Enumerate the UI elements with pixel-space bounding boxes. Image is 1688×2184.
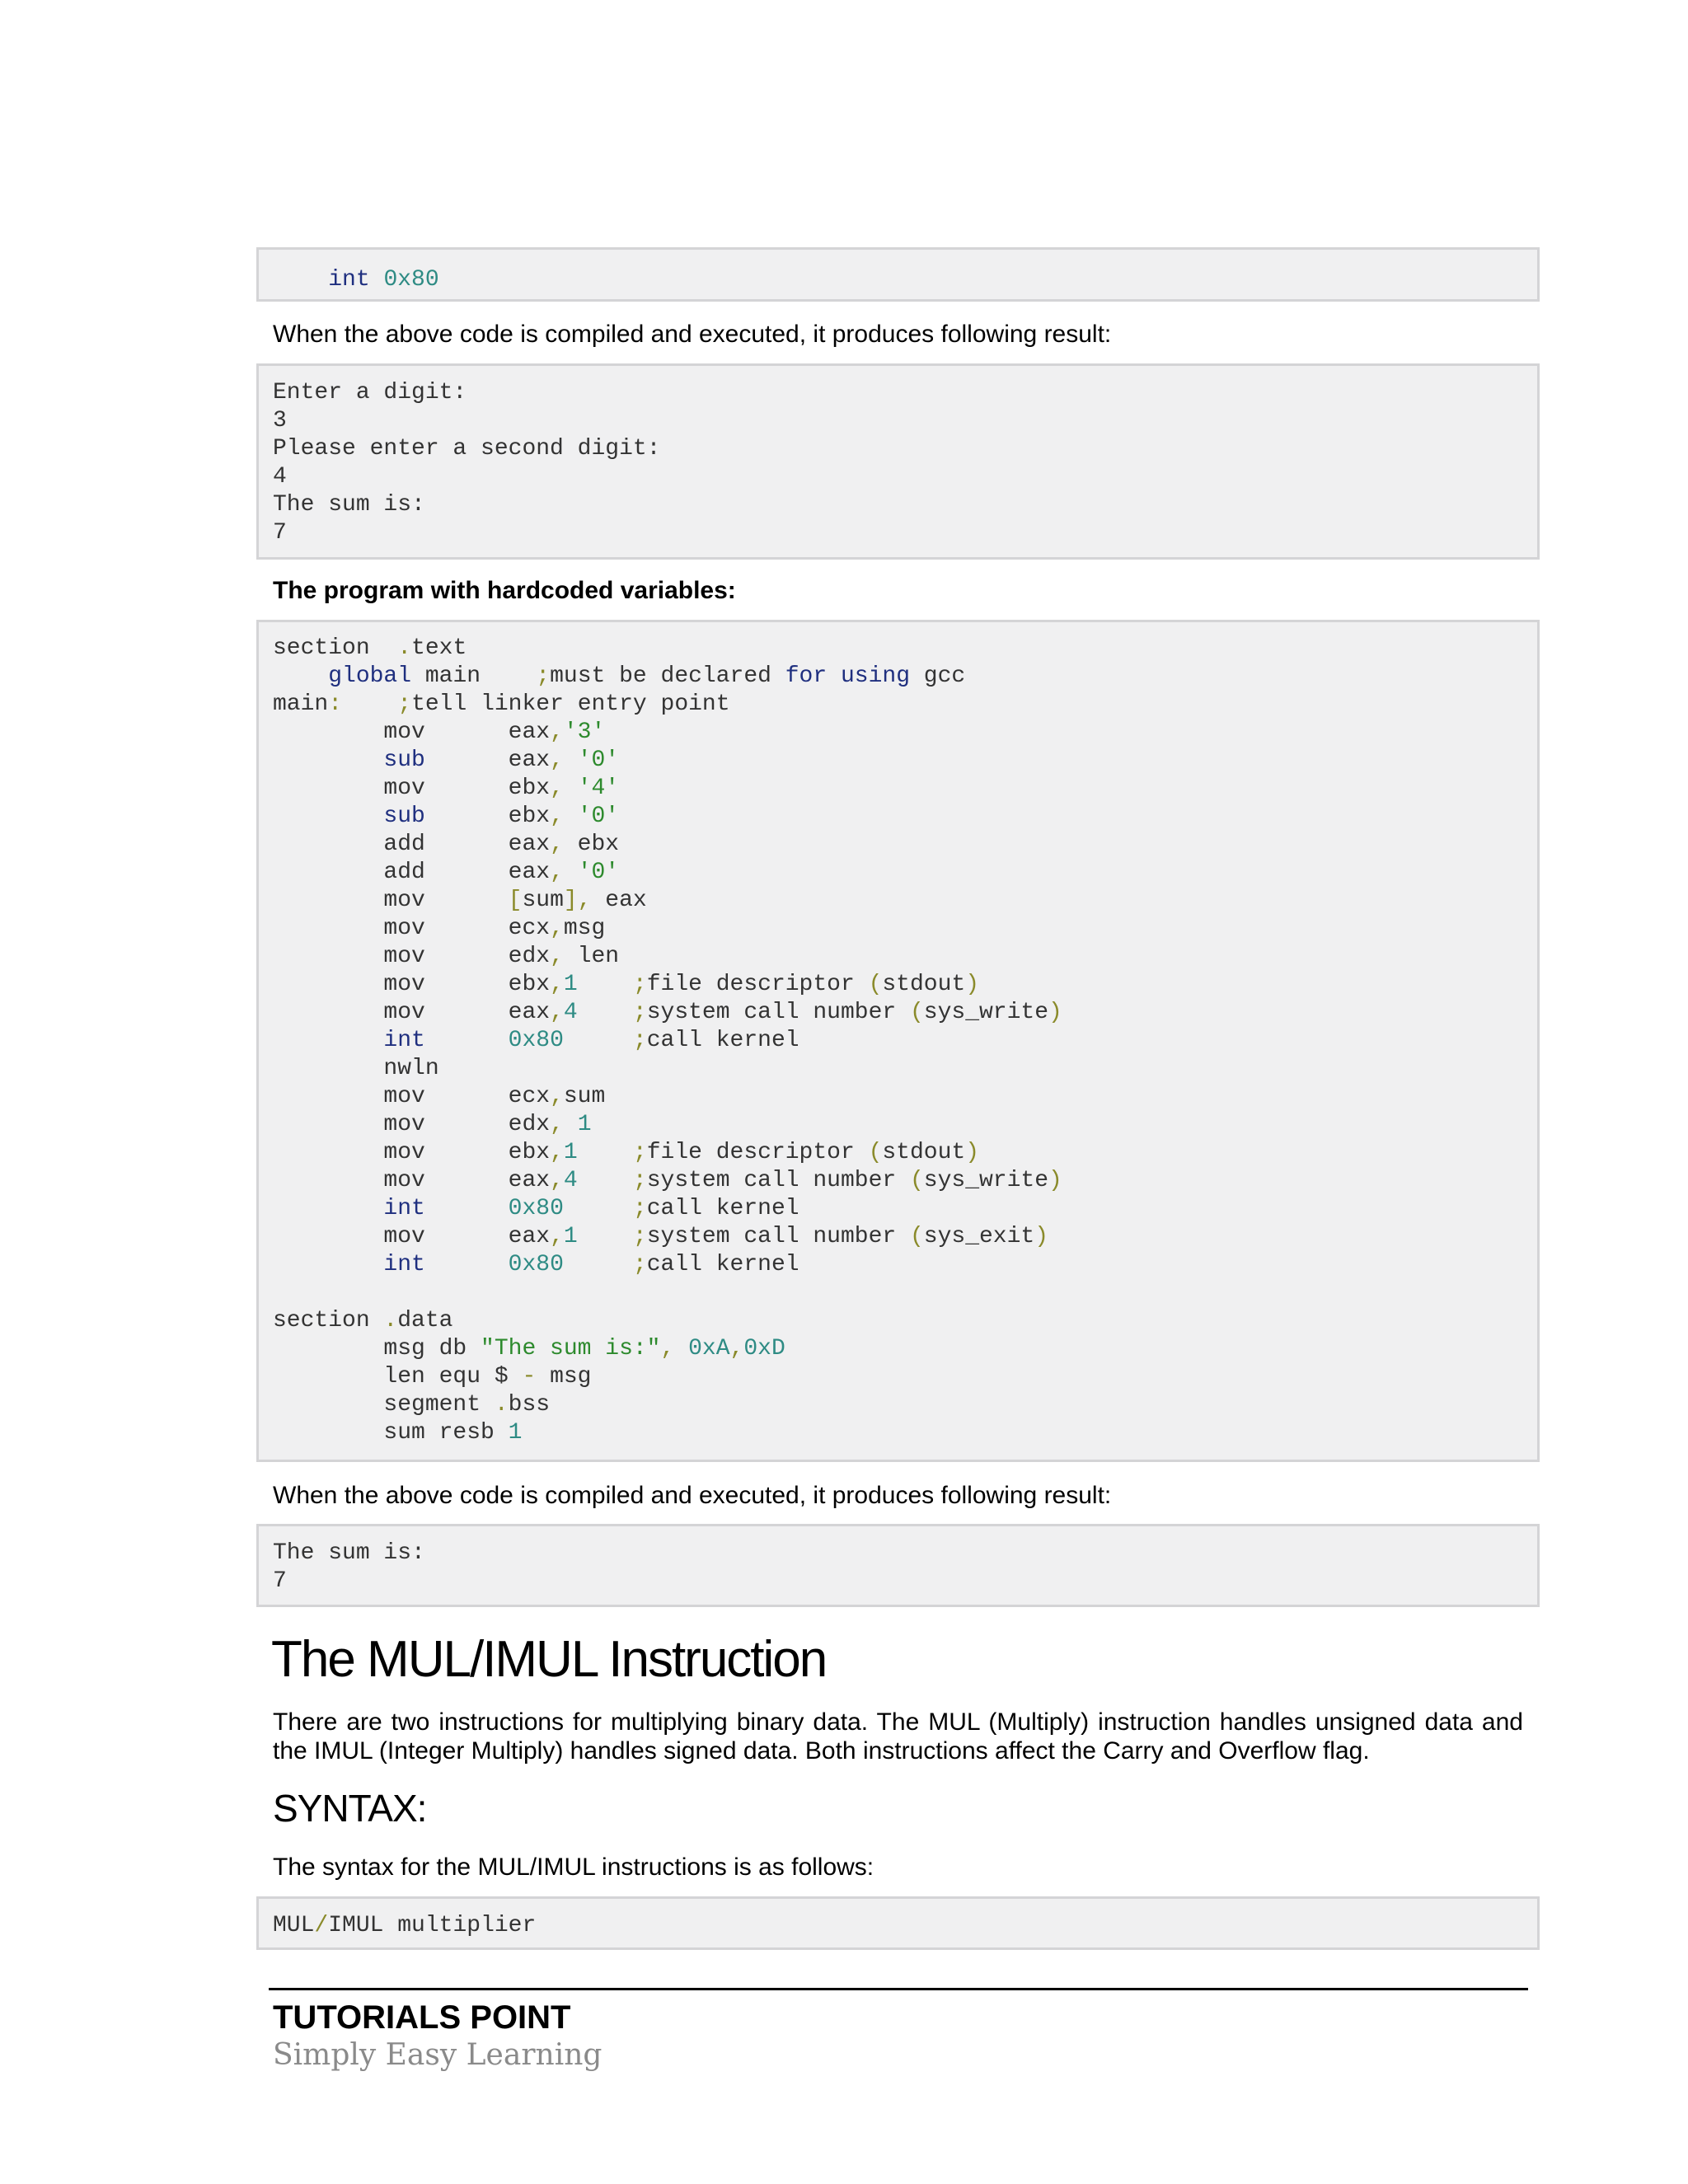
code-token: ) (1034, 1224, 1049, 1249)
code-token: call kernel (646, 1196, 799, 1221)
code-token (273, 663, 328, 689)
code-token: mov eax (273, 1000, 551, 1025)
code-token: nwln (273, 1056, 439, 1081)
code-token (578, 1224, 633, 1249)
code-line (273, 887, 647, 915)
code-token: ) (1048, 1000, 1062, 1025)
code-token (578, 1168, 633, 1193)
code-token: mov ebx (273, 972, 551, 997)
code-token: mov ecx (273, 916, 551, 941)
code-token: msg db (273, 1336, 481, 1361)
code-token: ; (632, 1196, 647, 1221)
code-token: . (494, 1392, 509, 1418)
code-token: section (273, 1308, 384, 1333)
code-line (273, 775, 619, 803)
output-block-1 (256, 363, 1540, 560)
code-token: ebx (424, 804, 551, 829)
code-token (273, 748, 383, 773)
code-token (564, 804, 578, 829)
code-token (564, 748, 578, 773)
code-line (273, 1335, 785, 1363)
footer-divider (269, 1988, 1528, 1990)
code-token: 4 (563, 1168, 578, 1193)
code-line (273, 663, 965, 691)
code-token: 1 (563, 1224, 578, 1249)
code-token: stdout (882, 1140, 966, 1165)
code-token: add eax (273, 832, 551, 857)
code-line (273, 1251, 799, 1279)
code-token: int (383, 1196, 425, 1221)
code-token: msg (536, 1364, 592, 1390)
code-token: sub (383, 804, 425, 829)
code-token: section (273, 635, 398, 661)
code-token: ( (868, 1140, 883, 1165)
code-token: 0x80 (508, 1028, 564, 1053)
code-token: , (550, 1224, 564, 1249)
code-token: , (550, 719, 564, 745)
syntax-heading: SYNTAX: (273, 1787, 427, 1830)
code-token (370, 267, 384, 293)
code-token (273, 1252, 383, 1277)
code-line (273, 1083, 605, 1111)
footer-brand: TUTORIALS POINT (273, 1999, 571, 2036)
code-token: mov eax (273, 719, 551, 745)
code-token: , (550, 776, 564, 801)
code-line (273, 1027, 799, 1055)
footer-tagline: Simply Easy Learning (273, 2038, 603, 2072)
code-token (425, 1196, 509, 1221)
code-token: '0' (577, 860, 620, 885)
code-token: 4 (563, 1000, 578, 1025)
code-token (273, 804, 383, 829)
code-token: / (314, 1913, 329, 1938)
code-token: ; (632, 972, 647, 997)
code-line (273, 1195, 799, 1223)
code-token (564, 1196, 633, 1221)
code-token (578, 1000, 633, 1025)
code-token: gcc (910, 663, 966, 689)
code-token: 1 (508, 1420, 523, 1446)
program-lines (259, 622, 1537, 1460)
code-token: mov edx (273, 944, 551, 969)
code-token: ) (965, 972, 980, 997)
code-line (273, 1055, 439, 1083)
code-token: [ (508, 888, 523, 913)
code-line: 3 (273, 408, 287, 434)
code-token: mov ecx (273, 1084, 551, 1109)
code-token: segment (273, 1392, 495, 1418)
code-token: ; (632, 1168, 647, 1193)
code-token (564, 1112, 578, 1137)
code-line (273, 915, 605, 943)
code-line (273, 1912, 536, 1940)
code-token: global (328, 663, 412, 689)
code-token (425, 1252, 509, 1277)
code-token: int (328, 267, 370, 293)
code-line (273, 635, 467, 663)
code-line (273, 1307, 452, 1335)
code-token: ; (632, 1140, 647, 1165)
code-token: using (840, 663, 910, 689)
code-token (578, 1140, 633, 1165)
code-line (273, 1223, 1048, 1251)
code-token (578, 972, 633, 997)
code-token: system call number (646, 1224, 910, 1249)
code-token: mov ebx (273, 1140, 551, 1165)
code-token: sys_exit (923, 1224, 1035, 1249)
code-line: Enter a digit: (273, 380, 467, 405)
code-line: 7 (273, 520, 287, 546)
code-token: , (550, 1000, 564, 1025)
code-token: ( (868, 972, 883, 997)
mul-description: There are two instructions for multiplying binary data. The MUL (Multiply) instruction handles unsigned data and the IMUL (Integer Multiply) handles signed data. Both instructions affect the Carry and Overflow flag. (273, 1708, 1523, 1765)
code-token: mov ebx (273, 776, 551, 801)
code-token: . (383, 1308, 398, 1333)
code-token (564, 1252, 633, 1277)
code-token: ; (397, 691, 412, 717)
code-token: , (550, 972, 564, 997)
code-line (273, 691, 730, 719)
code-token: eax (591, 888, 647, 913)
code-token (273, 1028, 383, 1053)
code-token: sub (383, 748, 425, 773)
code-token: , (550, 944, 564, 969)
code-token (273, 1196, 383, 1221)
code-token (273, 267, 328, 293)
code-token: ], (563, 888, 592, 913)
code-token: , (550, 748, 564, 773)
result-paragraph: When the above code is compiled and executed, it produces following result: (273, 1482, 1112, 1509)
code-token: msg (563, 916, 606, 941)
section-heading-mul: The MUL/IMUL Instruction (271, 1631, 827, 1688)
code-token: ( (909, 1000, 924, 1025)
code-token: mov edx (273, 1112, 551, 1137)
code-line: Please enter a second digit: (273, 436, 661, 462)
code-token: '0' (577, 748, 620, 773)
code-token: sum resb (273, 1420, 509, 1446)
code-line: The sum is: (273, 1540, 425, 1566)
code-line (273, 719, 605, 747)
code-line (273, 803, 619, 831)
code-line (273, 1419, 522, 1447)
code-token: int (383, 1252, 425, 1277)
code-line: 7 (273, 1568, 287, 1594)
code-token: len (563, 944, 620, 969)
code-token: MUL (273, 1913, 315, 1938)
code-token: , (550, 916, 564, 941)
code-token: call kernel (646, 1252, 799, 1277)
code-line (273, 747, 619, 775)
code-token: add eax (273, 860, 551, 885)
code-token: ; (632, 1252, 647, 1277)
syntax-lines (259, 1899, 1537, 1947)
code-token: 0x80 (508, 1196, 564, 1221)
code-token: , (660, 1336, 675, 1361)
code-token: sys_write (923, 1168, 1049, 1193)
code-line (273, 266, 439, 294)
code-line (273, 943, 619, 971)
code-line (273, 1363, 591, 1391)
code-token (425, 1028, 509, 1053)
code-token: , (550, 804, 564, 829)
code-token (342, 691, 397, 717)
code-token: ) (1048, 1168, 1062, 1193)
code-token: call kernel (646, 1028, 799, 1053)
code-token: IMUL multiplier (328, 1913, 537, 1938)
code-token (827, 663, 841, 689)
code-token (564, 1028, 633, 1053)
code-token: mov eax (273, 1224, 551, 1249)
code-token: ebx (563, 832, 620, 857)
code-token: sys_write (923, 1000, 1049, 1025)
code-token: int (383, 1028, 425, 1053)
code-token: mov (273, 888, 509, 913)
code-token: : (328, 691, 343, 717)
code-token: 0x80 (508, 1252, 564, 1277)
code-token: . (397, 635, 412, 661)
output-block-2 (256, 1524, 1540, 1607)
code-token: for (785, 663, 828, 689)
code-line (273, 971, 979, 999)
code-token: data (397, 1308, 453, 1333)
code-token: , (550, 860, 564, 885)
code-token: file descriptor (646, 1140, 869, 1165)
code-token (564, 776, 578, 801)
code-line (273, 999, 1062, 1027)
code-block-syntax (256, 1896, 1540, 1950)
code-token: , (550, 1084, 564, 1109)
code-token: - (522, 1364, 537, 1390)
code-token: system call number (646, 1168, 910, 1193)
code-token: '0' (577, 804, 620, 829)
code-token: ; (632, 1224, 647, 1249)
syntax-intro: The syntax for the MUL/IMUL instructions is as follows: (273, 1854, 874, 1881)
code-token: ( (909, 1224, 924, 1249)
code-token: ; (536, 663, 551, 689)
code-line: 4 (273, 464, 287, 490)
code-token: len equ $ (273, 1364, 523, 1390)
code-token: mov eax (273, 1168, 551, 1193)
output-lines (259, 366, 1537, 557)
code-token: eax (424, 748, 551, 773)
code-token: '3' (563, 719, 606, 745)
code-line (273, 831, 619, 859)
code-token: , (550, 832, 564, 857)
code-token: ; (632, 1028, 647, 1053)
code-token: main (411, 663, 537, 689)
code-token: , (550, 1112, 564, 1137)
code-token: ; (632, 1000, 647, 1025)
code-token (674, 1336, 688, 1361)
code-token: ) (965, 1140, 980, 1165)
code-lines (259, 250, 1537, 299)
code-token: stdout (882, 972, 966, 997)
code-line (273, 859, 619, 887)
code-token: , (550, 1140, 564, 1165)
code-token: main (273, 691, 329, 717)
code-token: ( (909, 1168, 924, 1193)
code-token: 1 (563, 1140, 578, 1165)
code-line: The sum is: (273, 492, 425, 518)
code-token: , (729, 1336, 744, 1361)
code-line (273, 1139, 979, 1167)
output-lines-2 (259, 1526, 1537, 1605)
code-token: 0x80 (383, 267, 439, 293)
code-token: file descriptor (646, 972, 869, 997)
code-token: sum (563, 1084, 606, 1109)
code-token: system call number (646, 1000, 910, 1025)
code-line (273, 1391, 550, 1419)
code-line (273, 1111, 592, 1139)
intro-paragraph: When the above code is compiled and executed, it produces following result: (273, 321, 1112, 348)
code-token: 0xA (688, 1336, 730, 1361)
code-token: "The sum is:" (481, 1336, 661, 1361)
code-block-program (256, 620, 1540, 1462)
code-token: 0xD (743, 1336, 785, 1361)
code-token: text (411, 635, 467, 661)
code-token: 1 (577, 1112, 592, 1137)
code-token: '4' (577, 776, 620, 801)
code-token: 1 (563, 972, 578, 997)
code-line (273, 1167, 1062, 1195)
code-token: , (550, 1168, 564, 1193)
hardcoded-heading: The program with hardcoded variables: (273, 577, 736, 604)
code-token (564, 860, 578, 885)
code-block-top (256, 247, 1540, 302)
code-token: tell linker entry point (411, 691, 730, 717)
code-token: must be declared (550, 663, 785, 689)
code-token: sum (522, 888, 564, 913)
code-token: bss (508, 1392, 551, 1418)
